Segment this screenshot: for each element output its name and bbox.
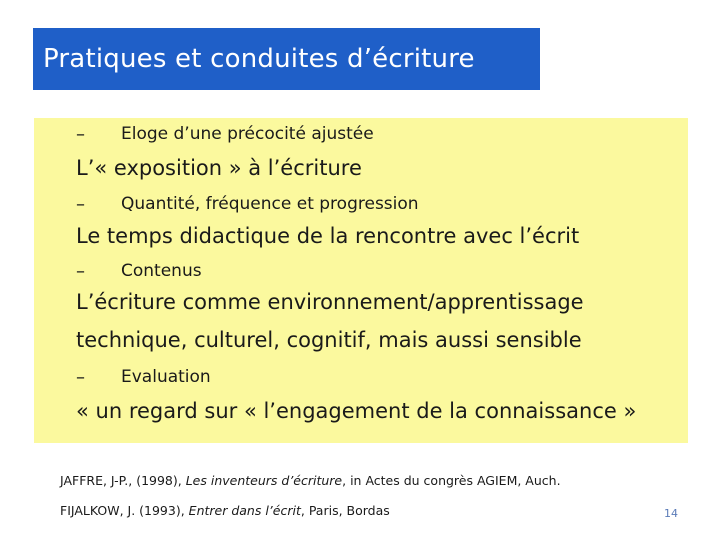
content-panel — [34, 118, 688, 443]
sub-item-eloge: Eloge d’une précocité ajustée — [121, 124, 374, 144]
reference-title: Les inventeurs d’écriture — [185, 473, 343, 488]
dash-bullet: – — [76, 194, 85, 215]
main-item-exposition: L’« exposition » à l’écriture — [76, 156, 362, 180]
sub-item-evaluation: Evaluation — [121, 367, 211, 387]
sub-item-quantite: Quantité, fréquence et progression — [121, 194, 419, 214]
dash-bullet: – — [76, 124, 85, 145]
reference-authors: JAFFRE, J-P., (1998), — [60, 473, 186, 488]
reference-details: , Paris, Bordas — [300, 503, 390, 518]
dash-bullet: – — [76, 261, 85, 282]
page-number: 14 — [664, 507, 678, 520]
reference-authors: FIJALKOW, J. (1993), — [60, 503, 189, 518]
title-banner — [33, 28, 540, 90]
reference-title: Entrer dans l’écrit — [188, 503, 301, 518]
reference-details: , in Actes du congrès AGIEM, Auch. — [342, 473, 561, 488]
page-title: Pratiques et conduites d’écriture — [43, 44, 475, 74]
reference-jaffre — [60, 473, 561, 488]
dash-bullet: – — [76, 367, 85, 388]
main-item-regard: « un regard sur « l’engagement de la connaissance » — [76, 399, 637, 423]
main-item-temps-didactique: Le temps didactique de la rencontre avec l’écrit — [76, 224, 580, 248]
main-item-ecriture-line2: technique, culturel, cognitif, mais aussi sensible — [76, 328, 582, 352]
sub-item-contenus: Contenus — [121, 261, 202, 281]
reference-fijalkow — [60, 503, 390, 518]
main-item-ecriture-line1: L’écriture comme environnement/apprentissage — [76, 290, 584, 314]
